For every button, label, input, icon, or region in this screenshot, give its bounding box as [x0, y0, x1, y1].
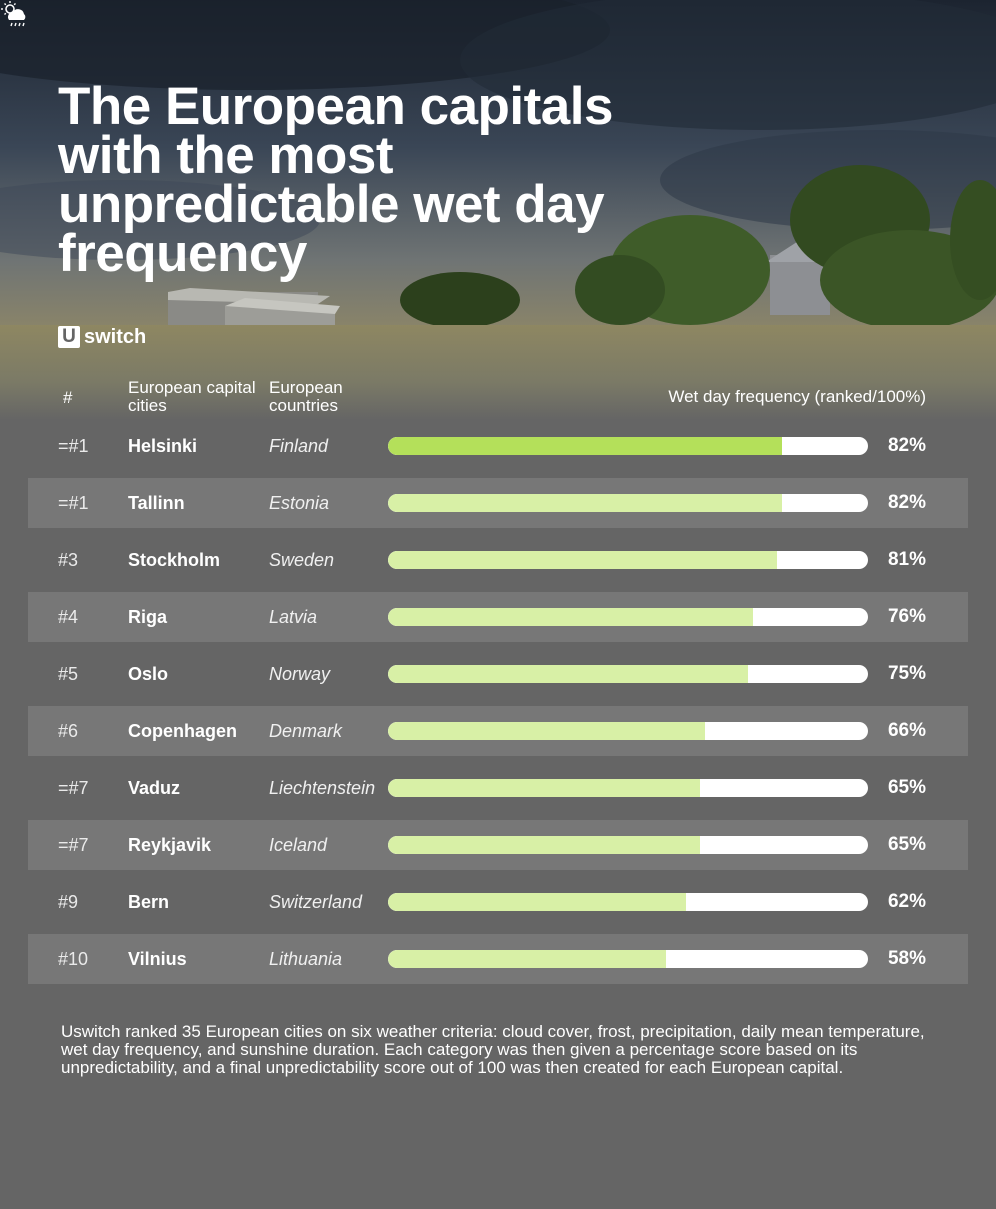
bar-track [388, 437, 868, 455]
city-label: Helsinki [128, 436, 198, 456]
bar-track [388, 950, 868, 968]
methodology-note: Uswitch ranked 35 European cities on six weather criteria: cloud cover, frost, precipitation, daily mean temperature, wet day frequency, and sunshine duration. Each category was then given a percentage score based on its unpredictability, and a final unpredictability score out of 100 was then created for each European capital. [61, 1022, 925, 1077]
city-label: Reykjavik [128, 835, 212, 855]
value-label: 82% [887, 435, 926, 456]
value-label: 65% [887, 777, 926, 798]
country-label: Sweden [269, 550, 335, 570]
rank-label: #4 [58, 607, 79, 627]
bar [388, 950, 666, 968]
rank-label: #3 [58, 550, 79, 570]
rank-label: #10 [58, 949, 89, 969]
city-label: Bern [128, 892, 170, 912]
country-label: Denmark [269, 721, 343, 741]
logo-mark: U [58, 326, 80, 348]
value-label: 75% [887, 663, 926, 684]
value-label: 66% [887, 720, 926, 741]
bar-track [388, 608, 868, 626]
bar [388, 437, 782, 455]
country-label: Liechtenstein [269, 778, 376, 798]
uswitch-logo [58, 325, 146, 349]
city-label: Vilnius [128, 949, 187, 969]
bar [388, 779, 700, 797]
rank-label: #5 [58, 664, 79, 684]
table-row [28, 592, 968, 642]
bar [388, 893, 686, 911]
table-row [28, 820, 968, 870]
table-row [28, 535, 968, 585]
bar [388, 722, 705, 740]
bar-track [388, 494, 868, 512]
country-label: Lithuania [269, 949, 343, 969]
sun-cloud-rain-icon [0, 0, 28, 28]
table-row [28, 421, 968, 471]
table-row [28, 763, 968, 813]
bar [388, 551, 777, 569]
table-row [28, 706, 968, 756]
bar-track [388, 893, 868, 911]
table-row [28, 478, 968, 528]
city-label: Stockholm [128, 550, 221, 570]
column-header-value: Wet day frequency (ranked/100%) [668, 387, 926, 406]
ranking-chart [28, 421, 968, 991]
table-row [28, 877, 968, 927]
table-row [28, 934, 968, 984]
country-label: Estonia [269, 493, 330, 513]
bar [388, 608, 753, 626]
hero-banner [0, 0, 996, 420]
country-label: Iceland [269, 835, 328, 855]
column-header-country: European countries [269, 378, 343, 415]
value-label: 58% [887, 948, 926, 969]
bar-track [388, 665, 868, 683]
bar [388, 665, 748, 683]
bar-track [388, 779, 868, 797]
bar-track [388, 551, 868, 569]
value-label: 62% [887, 891, 926, 912]
value-label: 65% [887, 834, 926, 855]
bar-track [388, 836, 868, 854]
rank-label: =#1 [58, 436, 89, 456]
table-row [28, 649, 968, 699]
country-label: Latvia [269, 607, 318, 627]
value-label: 82% [887, 492, 926, 513]
bar [388, 494, 782, 512]
rank-label: =#1 [58, 493, 89, 513]
city-label: Riga [128, 607, 168, 627]
city-label: Tallinn [128, 493, 185, 513]
country-label: Finland [269, 436, 329, 456]
bar-track [388, 722, 868, 740]
rank-label: #9 [58, 892, 79, 912]
column-header-city: European capital cities [128, 378, 256, 415]
city-label: Vaduz [128, 778, 181, 798]
city-label: Copenhagen [128, 721, 238, 741]
country-label: Norway [269, 664, 331, 684]
rank-label: #6 [58, 721, 79, 741]
value-label: 76% [887, 606, 926, 627]
rank-label: =#7 [58, 778, 89, 798]
value-label: 81% [887, 549, 926, 570]
country-label: Switzerland [269, 892, 363, 912]
logo-wordmark: switch [84, 325, 147, 348]
rank-label: =#7 [58, 835, 89, 855]
bar [388, 836, 700, 854]
city-label: Oslo [128, 664, 169, 684]
page-title: The European capitals with the most unpredictable wet day frequency [58, 77, 613, 283]
column-header-rank: # [63, 388, 73, 407]
